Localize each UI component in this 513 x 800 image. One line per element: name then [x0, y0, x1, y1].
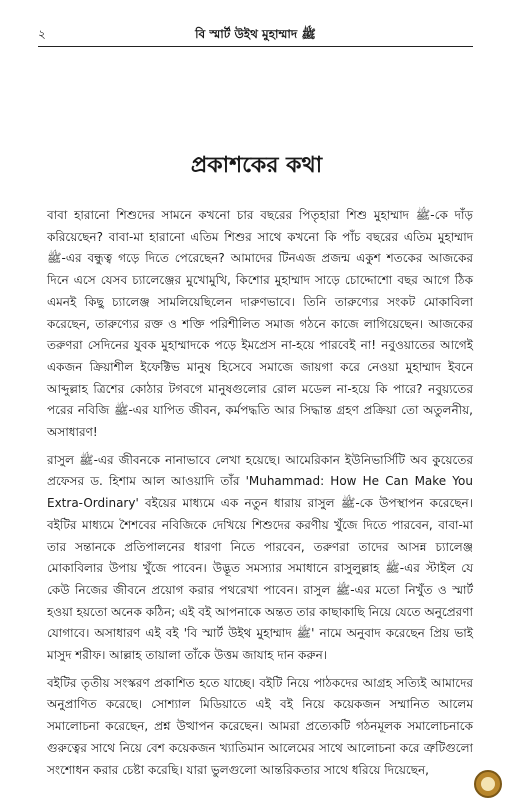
page-number: ২ — [38, 27, 46, 41]
running-header — [38, 24, 473, 47]
page-title: প্রকাশকের কথা — [190, 153, 323, 178]
body-text — [47, 205, 473, 787]
seal-logo-icon — [474, 770, 502, 798]
paragraph: বইটির তৃতীয় সংস্করণ প্রকাশিত হতে যাচ্ছে। বইটি নিয়ে পাঠকদের আগ্রহ সত্যিই আমাদের অনুপ্রাণিত করেছে। সোশ্যাল মিডিয়াতে এই বই নিয়ে কয়েকজন সম্মানিত আলেম সমালোচনা করেছেন, প্রশ্ন উত্থাপন করেছেন। আমরা প্রত্যেকটি গঠনমূলক সমালোচনাকে গুরুত্বের সাথে নিয়ে বেশ কয়েকজন খ্যাতিমান আলেমের সাথে আলোচনা করে ত্রুটিগুলো সংশোধন করার চেষ্টা করেছি। যারা ভুলগুলো আন্তরিকতার সাথে ধরিয়ে দিয়েছেন, — [47, 675, 473, 777]
paragraph: বাবা হারানো শিশুদের সামনে কখনো চার বছরের পিতৃহারা শিশু মুহাম্মাদ ﷺ-কে দাঁড় করিয়েছেন? বাবা-মা হারানো এতিম শিশুর সাথে কখনো কি পাঁচ বছরের এতিম মুহাম্মাদ ﷺ-এর বন্ধুত্ব গড়ে দিতে পেরেছেন? আমাদের টিনএজ প্রজন্ম একুশ শতকের আজকের দিনে এসে যেসব চ্যালেঞ্জের মুখোমুখি, কিশোর মুহাম্মাদ সাড়ে চোদ্দোশো বছর আগে ঠিক এমনই কিছু চ্যালেঞ্জ সামলিয়েছিলেন দারুণভাবে। তিনি তারুণ্যের সংকট মোকাবিলা করেছেন, তারুণ্যের রক্ত ও শক্তি পরিশীলিত সমাজ গঠনে কাজে লাগিয়েছেন। আজকের তরুণরা সেদিনের যুবক মুহাম্মাদকে পড়ে ইমপ্রেস না-হয়ে পারবেই না! নবুওয়াতের আগেই একজন ক্রিয়াশীল ইফেক্টিভ মানুষ হিসেবে সমাজে জায়গা করে নেওয়া মুহাম্মাদ ইবনে আব্দুল্লাহ ত্রিশের কোঠার টগবগে মানুষগুলোর রোল মডেল না-হয়ে কি পারে? নবুয়্যতের পরের নবিজি ﷺ-এর যাপিত জীবন, কর্মপদ্ধতি আর সিদ্ধান্ত গ্রহণ প্রক্রিয়া তো অতুলনীয়, অসাধারণ! — [47, 208, 473, 440]
running-title: বি স্মার্ট উইথ মুহাম্মাদ ﷺ — [195, 27, 316, 41]
paragraph: রাসুল ﷺ-এর জীবনকে নানাভাবে লেখা হয়েছে। আমেরিকান ইউনিভার্সিটি অব কুয়েতের প্রফেসর ড. হিশাম আল আওয়াদি তাঁর 'Muhammad: How He Can Make You Extra-Ordinary' বইয়ের মাধ্যমে এক নতুন ধারায় রাসুল ﷺ-কে উপস্থাপন করেছেন। বইটির মাধ্যমে শৈশবের নবিজিকে দেখিয়ে শিশুদের করণীয় খুঁজে দিতে পারবেন, বাবা-মা তার সন্তানকে প্রতিপালনের ধারণা নিতে পারবেন, তরুণরা তাদের আসন্ন চ্যালেঞ্জ মোকাবিলার উপায় খুঁজে পাবেন। উদ্ভূত সমস্যার সমাধানে রাসুলুল্লাহ ﷺ-এর স্টাইল যে কেউ নিজের জীবনে প্রয়োগ করার পথরেখা পাবেন। রাসুল ﷺ-এর মতো নিখুঁত ও স্মার্ট হওয়া হয়তো অনেক কঠিন; এই বই আপনাকে অন্তত তার কাছাকাছি নিয়ে যেতে অনুপ্রেরণা যোগাবে। অসাধারণ এই বই 'বি স্মার্ট উইথ মুহাম্মাদ ﷺ' নামে অনুবাদ করেছেন প্রিয় ভাই মাসুদ শরীফ। আল্লাহ তায়ালা তাঁকে উত্তম জাযাহ দান করুন। — [47, 452, 474, 663]
seal-inner — [481, 777, 495, 791]
